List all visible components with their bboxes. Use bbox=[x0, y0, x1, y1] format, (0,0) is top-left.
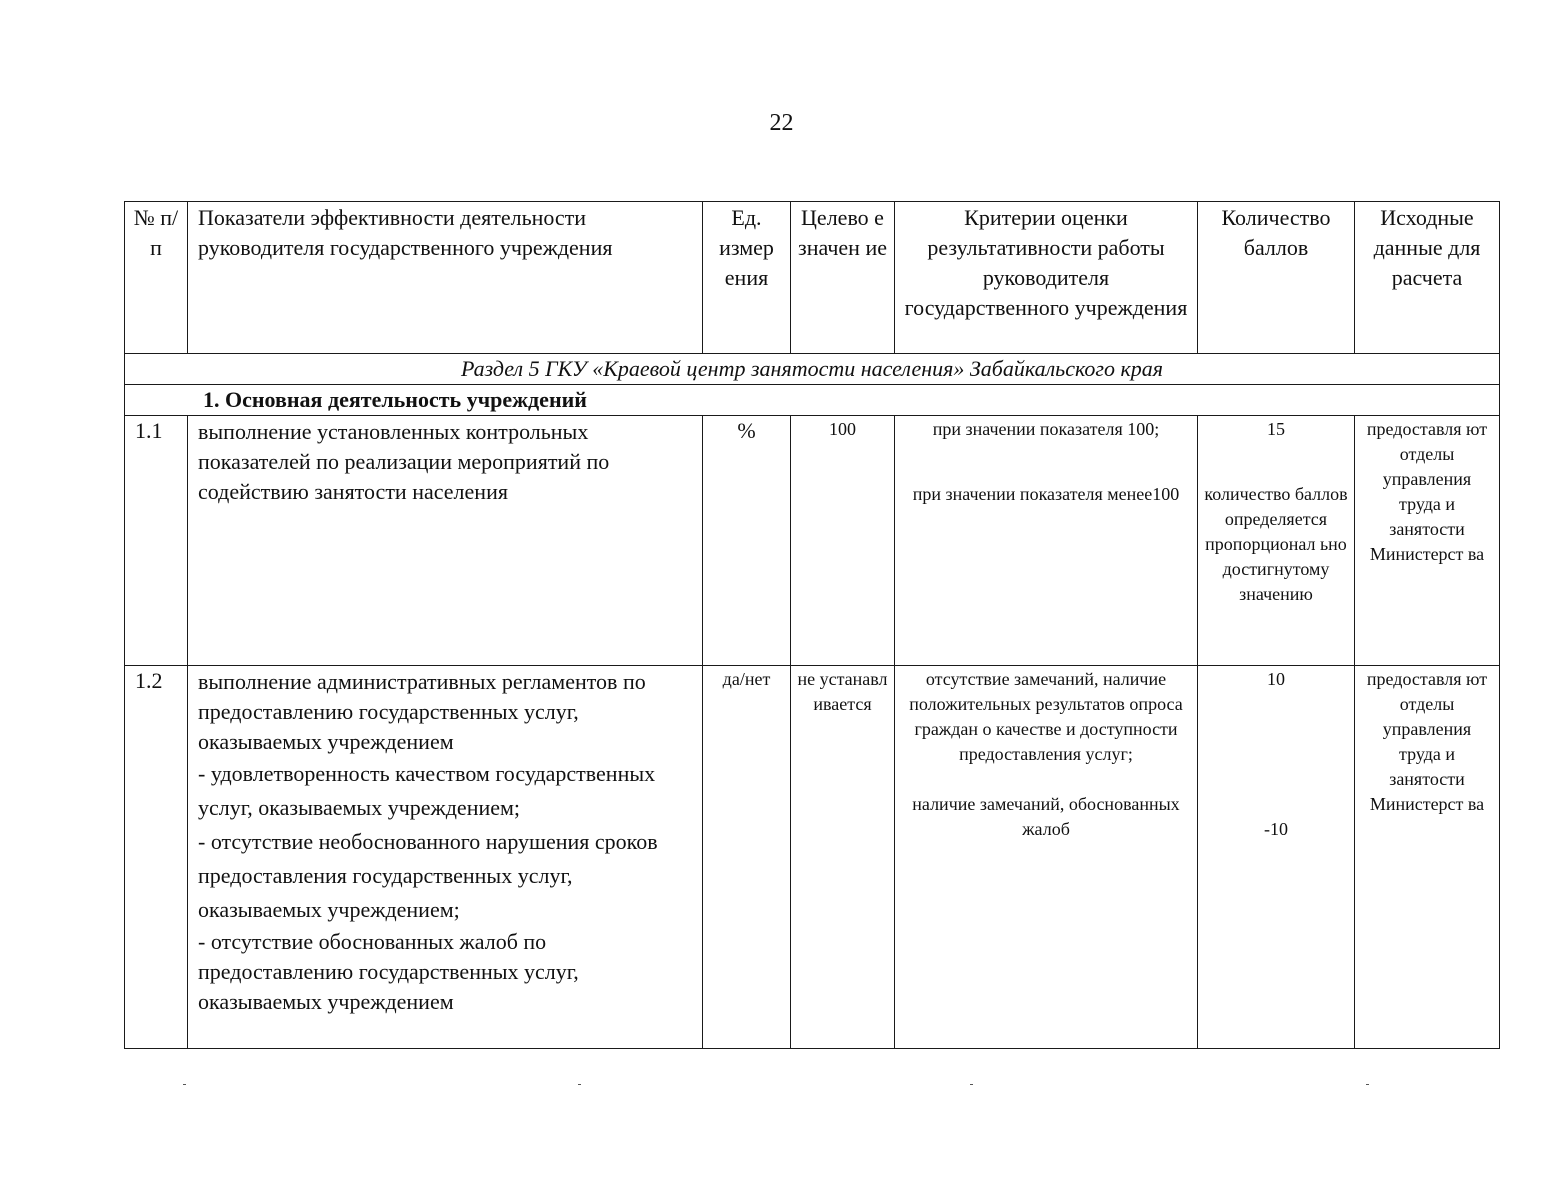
scan-mark bbox=[578, 1084, 581, 1085]
indicators-table bbox=[124, 201, 1500, 1049]
header-indicator: Показатели эффективности деятельности руководителя государственного учреждения bbox=[188, 202, 703, 354]
indicator-text: - отсутствие обоснованных жалоб по предоставлению государственных услуг, оказываемых учреждением bbox=[198, 929, 579, 1014]
subsection-title: 1. Основная деятельность учреждений bbox=[125, 385, 1500, 416]
header-source: Исходные данные для расчета bbox=[1355, 202, 1500, 354]
scan-mark bbox=[970, 1084, 973, 1085]
criteria-text-2: наличие замечаний, обоснованных жалоб bbox=[912, 794, 1180, 839]
row-number: 1.2 bbox=[125, 666, 188, 1049]
table-row bbox=[125, 666, 1500, 1049]
table-row bbox=[125, 416, 1500, 666]
subsection-row bbox=[125, 385, 1500, 416]
header-no: № п/п bbox=[125, 202, 188, 354]
row-number: 1.1 bbox=[125, 416, 188, 666]
section-title: Раздел 5 ГКУ «Краевой центр занятости населения» Забайкальского края bbox=[125, 354, 1500, 385]
points-cell bbox=[1198, 416, 1355, 666]
criteria-text-1: при значении показателя 100; bbox=[932, 419, 1160, 439]
header-points: Количество баллов bbox=[1198, 202, 1355, 354]
page-number: 22 bbox=[769, 110, 794, 136]
header-unit: Ед. измер ения bbox=[703, 202, 791, 354]
criteria-text-2: при значении показателя менее100 bbox=[912, 484, 1180, 504]
indicator-cell bbox=[188, 666, 703, 1049]
points-text-1: 15 bbox=[1267, 419, 1285, 439]
indicator-text: выполнение установленных контрольных показателей по реализации мероприятий по содействию занятости населения bbox=[198, 419, 610, 504]
criteria-text-1: отсутствие замечаний, наличие положительных результатов опроса граждан о качестве и доступности предоставления услуг; bbox=[909, 669, 1183, 764]
criteria-cell bbox=[895, 416, 1198, 666]
points-text-2: количество баллов определяется пропорционал ьно достигнутому значению bbox=[1204, 484, 1348, 604]
header-criteria: Критерии оценки результативности работы руководителя государственного учреждения bbox=[895, 202, 1198, 354]
indicator-text: выполнение административных регламентов по предоставлению государственных услуг, оказываемых учреждением bbox=[198, 669, 646, 754]
unit-cell: да/нет bbox=[703, 666, 791, 1049]
source-cell: предоставля ют отделы управления труда и занятости Министерст ва bbox=[1355, 666, 1500, 1049]
indicator-cell bbox=[188, 416, 703, 666]
target-cell: не устанавл ивается bbox=[791, 666, 895, 1049]
indicator-text: - отсутствие необоснованного нарушения сроков предоставления государственных услуг, оказываемых учреждением; bbox=[198, 829, 658, 922]
header-target: Целево е значен ие bbox=[791, 202, 895, 354]
section-row bbox=[125, 354, 1500, 385]
unit-cell: % bbox=[703, 416, 791, 666]
scan-mark bbox=[1366, 1084, 1369, 1085]
points-text-2: -10 bbox=[1264, 819, 1288, 839]
points-cell bbox=[1198, 666, 1355, 1049]
scan-mark bbox=[183, 1084, 186, 1085]
source-cell: предоставля ют отделы управления труда и занятости Министерст ва bbox=[1355, 416, 1500, 666]
header-row bbox=[125, 202, 1500, 354]
points-text-1: 10 bbox=[1267, 669, 1285, 689]
target-cell: 100 bbox=[791, 416, 895, 666]
criteria-cell bbox=[895, 666, 1198, 1049]
indicator-text: - удовлетворенность качеством государственных услуг, оказываемых учреждением; bbox=[198, 761, 656, 820]
